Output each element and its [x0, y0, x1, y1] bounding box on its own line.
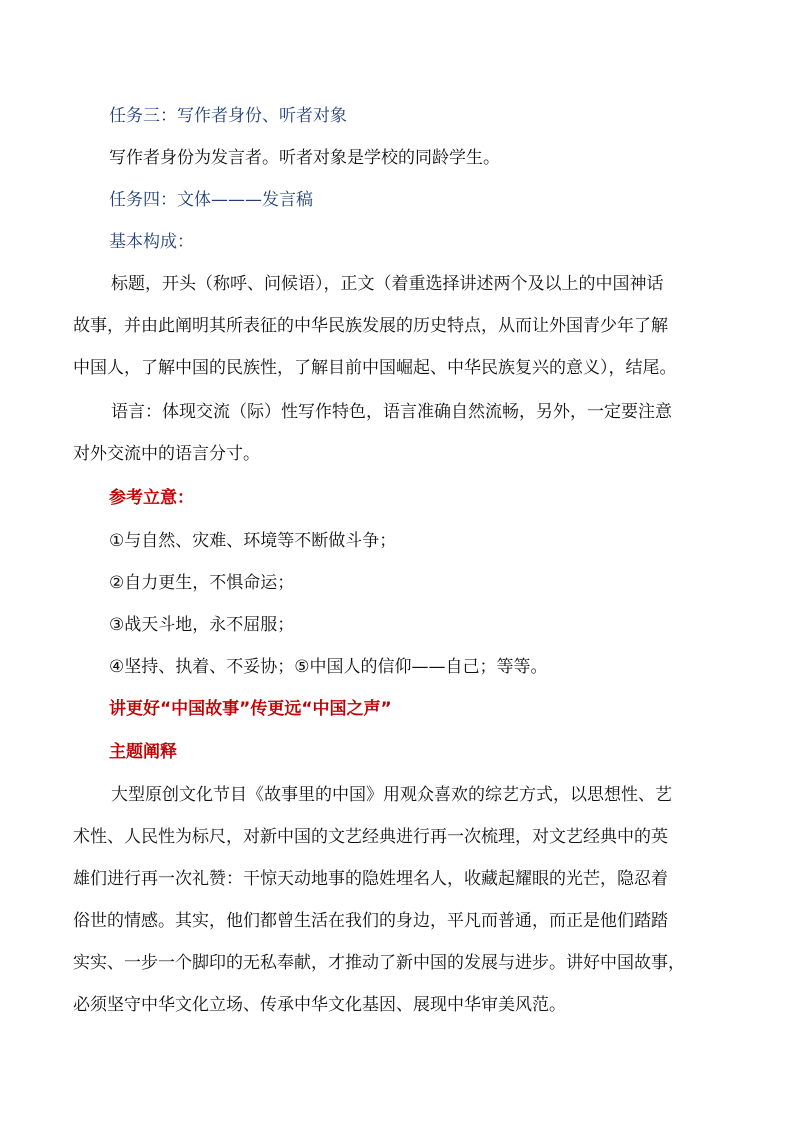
task3-body: 写作者身份为发言者。听者对象是学校的同龄学生。	[109, 148, 500, 168]
structure-line-1: 标题，开头（称呼、问候语），正文（着重选择讲述两个及以上的中国神话	[111, 274, 664, 294]
basic-structure-label: 基本构成：	[109, 232, 194, 252]
task3-heading: 任务三：写作者身份、听者对象	[109, 106, 347, 126]
theme-line-6: 必须坚守中华文化立场、传承中华文化基因、展现中华审美风范。	[73, 995, 566, 1015]
reference-item-2: ②自力更生，不惧命运；	[109, 573, 295, 593]
reference-item-1: ①与自然、灾难、环境等不断做斗争；	[109, 531, 397, 551]
theme-line-5: 实实、一步一个脚印的无私奉献，才推动了新中国的发展与进步。讲好中国故事，	[73, 953, 685, 973]
theme-line-4: 俗世的情感。其实，他们都曾生活在我们的身边，平凡而普通，而正是他们踏踏	[73, 911, 668, 931]
reference-item-4: ④坚持、执着、不妥协；⑤中国人的信仰——自己；等等。	[109, 657, 548, 677]
section-title: 讲更好“中国故事”传更远“中国之声”	[109, 699, 392, 719]
theme-line-3: 雄们进行再一次礼赞：干惊天动地事的隐姓埋名人，收藏起耀眼的光芒，隐忍着	[73, 869, 668, 889]
structure-line-2: 故事，并由此阐明其所表征的中华民族发展的历史特点，从而让外国青少年了解	[73, 316, 668, 336]
reference-item-3: ③战天斗地，永不屈服；	[109, 615, 295, 635]
theme-line-1: 大型原创文化节目《故事里的中国》用观众喜欢的综艺方式，以思想性、艺	[111, 785, 672, 805]
language-line-2: 对外交流中的语言分寸。	[73, 444, 260, 464]
theme-line-2: 术性、人民性为标尺，对新中国的文艺经典进行再一次梳理，对文艺经典中的英	[73, 827, 668, 847]
reference-heading: 参考立意：	[109, 488, 194, 508]
theme-heading: 主题阐释	[109, 742, 177, 762]
structure-line-3: 中国人，了解中国的民族性，了解目前中国崛起、中华民族复兴的意义），结尾。	[73, 358, 677, 378]
language-line-1: 语言：体现交流（际）性写作特色，语言准确自然流畅，另外，一定要注意	[111, 402, 672, 422]
task4-heading: 任务四：文体———发言稿	[109, 190, 313, 210]
